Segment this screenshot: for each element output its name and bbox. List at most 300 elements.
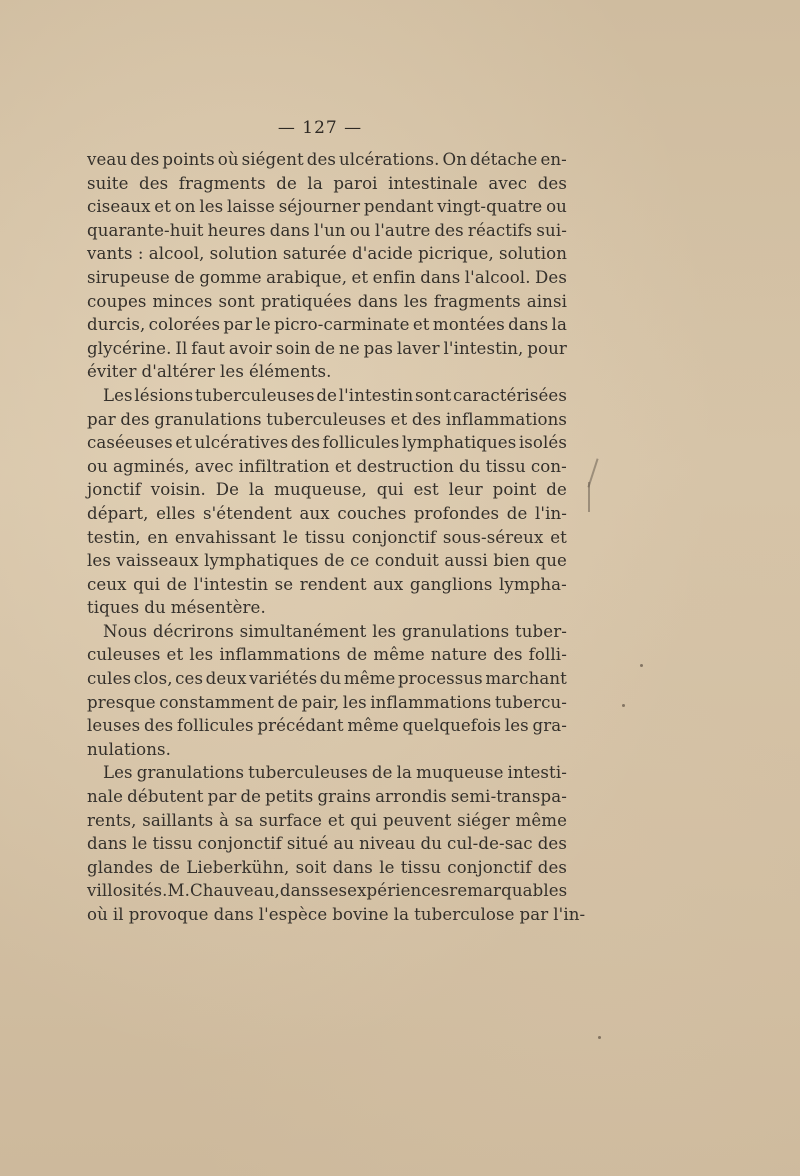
word: inflammations (219, 645, 341, 665)
word: d'acide (352, 244, 413, 264)
word: Chauveau, (189, 881, 280, 901)
text-line (87, 761, 567, 785)
word: pas (363, 338, 393, 358)
word: variétés (249, 669, 318, 689)
word: minces (152, 291, 213, 311)
word: avec (488, 173, 528, 193)
word: tuberculose (414, 905, 515, 924)
word: ainsi (526, 291, 567, 311)
word: de (276, 173, 297, 193)
word: où (217, 150, 239, 169)
word: Lieberkühn, (186, 857, 290, 877)
word: conjonctif (197, 834, 282, 854)
word: les (220, 362, 244, 382)
word: réactifs (467, 220, 533, 240)
text-line (87, 714, 567, 738)
word: l'in- (535, 503, 567, 523)
word: pour (527, 338, 567, 358)
word: la (551, 315, 567, 335)
word: et (550, 527, 567, 547)
text-line (87, 195, 567, 219)
word: de (346, 645, 368, 665)
word: remarquables (449, 881, 568, 901)
word: Des (535, 267, 567, 287)
text-line (87, 620, 567, 644)
word: points (162, 150, 215, 169)
word: intesti- (507, 763, 567, 783)
word: dans (213, 905, 254, 924)
word: culeuses (87, 645, 161, 665)
word: pair, (301, 692, 340, 712)
word: des (537, 173, 567, 193)
text-line (87, 148, 567, 172)
word: de (316, 385, 337, 405)
word: couches (337, 503, 407, 523)
word: faut (191, 338, 226, 358)
word: profondes (413, 503, 500, 523)
text-line (87, 738, 567, 762)
word: glandes (87, 857, 154, 877)
word: ulcératives (194, 433, 289, 453)
word: tissu (304, 527, 346, 547)
word: point (492, 480, 537, 500)
word: vingt-quatre (437, 197, 543, 217)
word: tuberculeuses (248, 763, 368, 783)
word: ciseaux (87, 197, 151, 217)
word: la (393, 905, 410, 924)
word: veau (87, 150, 128, 169)
word: du (144, 598, 166, 618)
word: nulations. (87, 739, 172, 759)
word: même (347, 716, 399, 736)
word: nale (87, 787, 124, 807)
word: sui- (536, 220, 567, 240)
word: et (175, 433, 193, 453)
text-line (87, 337, 567, 361)
text-line (87, 384, 567, 408)
word: vants (87, 244, 133, 264)
word: où (87, 905, 108, 924)
text-line (87, 573, 567, 597)
word: des (537, 857, 567, 877)
word: éviter (87, 362, 137, 382)
word: du (420, 834, 443, 854)
word: dans (357, 291, 398, 311)
word: sa (234, 810, 254, 830)
word: de (166, 574, 188, 594)
word: se (274, 574, 294, 594)
word: On (442, 150, 467, 169)
word: inflammations (370, 692, 492, 712)
word: montées (432, 315, 505, 335)
word: semi-transpa- (450, 787, 567, 807)
word: laver (396, 338, 440, 358)
word: solution (209, 244, 278, 264)
word: départ, (87, 503, 149, 523)
word: gra- (532, 716, 567, 736)
word: surface (259, 810, 323, 830)
word: suite (87, 173, 129, 193)
word: ce (350, 551, 370, 571)
word: des (130, 150, 160, 169)
word: leuses (87, 716, 141, 736)
word: avec (194, 456, 234, 476)
word: que (535, 551, 567, 571)
word: mésentère. (170, 598, 266, 618)
word: il (112, 905, 124, 924)
word: l'un (314, 220, 346, 240)
word: folli- (528, 645, 567, 665)
text-line (87, 408, 567, 432)
word: débutent (127, 787, 204, 807)
word: des (537, 834, 567, 854)
word: picrique, (418, 244, 494, 264)
word: muqueuse (416, 763, 504, 783)
word: granulations (136, 763, 245, 783)
word: s'étendent (203, 503, 292, 523)
word: de (324, 551, 345, 571)
word: détache (469, 150, 538, 169)
word: qui (350, 810, 378, 830)
word: Les (103, 385, 133, 405)
word: par (207, 787, 237, 807)
word: laisse (227, 197, 275, 217)
word: le (255, 315, 271, 335)
word: fragments (178, 173, 266, 193)
word: lésions (134, 385, 194, 405)
word: testin, (87, 527, 141, 547)
word: du (459, 456, 481, 476)
word: ou (87, 456, 108, 476)
word: de (371, 763, 393, 783)
text-line (87, 643, 567, 667)
word: la (396, 763, 413, 783)
word: quelquefois (402, 716, 502, 736)
word: deux (205, 669, 247, 689)
word: des (434, 220, 464, 240)
word: qui (133, 574, 160, 594)
word: coupes (87, 291, 147, 311)
word: cul-de-sac (447, 834, 533, 854)
word: aussi (444, 551, 488, 571)
word: ulcérations. (338, 150, 440, 169)
word: ces (175, 669, 204, 689)
word: follicules (176, 716, 254, 736)
word: simultanément (239, 621, 367, 641)
word: la (248, 480, 265, 500)
word: envahissant (174, 527, 277, 547)
word: glycérine. (87, 338, 172, 358)
word: soin (275, 338, 311, 358)
word: enfin (372, 267, 416, 287)
word: tiques (87, 598, 140, 618)
page-number: — 127 — (277, 118, 363, 138)
word: en (147, 527, 169, 547)
text-line (87, 596, 567, 620)
word: ou (546, 197, 567, 217)
word: follicules (322, 433, 400, 453)
word: sous-séreux (442, 527, 544, 547)
word: au (333, 834, 355, 854)
word: situé (286, 834, 329, 854)
word: tuberculeuses (266, 409, 386, 429)
text-line (87, 879, 567, 903)
word: d'altérer (141, 362, 215, 382)
word: siéger (457, 810, 510, 830)
word: les (372, 621, 397, 641)
word: inflammations (445, 409, 567, 429)
word: et (351, 267, 369, 287)
word: rents, (87, 810, 137, 830)
word: clos, (133, 669, 173, 689)
text-line (87, 219, 567, 243)
word: des (143, 716, 174, 736)
word: voisin. (150, 480, 206, 500)
word: l'intestin (338, 385, 414, 405)
word: et (334, 456, 352, 476)
word: siégent (241, 150, 304, 169)
text-line (87, 242, 567, 266)
word: tissu (485, 456, 526, 476)
word: et (166, 645, 184, 665)
word: M. (167, 881, 190, 901)
text-line (87, 455, 567, 479)
text-line (87, 549, 567, 573)
word: à (219, 810, 229, 830)
word: leur (448, 480, 483, 500)
word: de (314, 338, 336, 358)
word: fragments (433, 291, 521, 311)
word: les (199, 197, 224, 217)
word: dans (420, 267, 461, 287)
word: l'intestin, (443, 338, 524, 358)
word: tuber- (515, 621, 567, 641)
word: peuvent (382, 810, 452, 830)
text-line (87, 290, 567, 314)
word: décrirons (152, 621, 234, 641)
word: caractérisées (452, 385, 567, 405)
word: avoir (228, 338, 272, 358)
word: rendent (299, 574, 367, 594)
text-line (87, 785, 567, 809)
word: sirupeuse (87, 267, 170, 287)
word: arabique, (266, 267, 348, 287)
word: même (343, 669, 396, 689)
word: et (412, 315, 430, 335)
word: des (411, 409, 442, 429)
word: conduit (374, 551, 439, 571)
word: dans (508, 315, 549, 335)
word: bovine (332, 905, 389, 924)
text-line (87, 431, 567, 455)
text-line (87, 313, 567, 337)
word: vaisseaux (116, 551, 199, 571)
word: expériences (347, 881, 450, 901)
text-line (87, 667, 567, 691)
word: tuberculeuses (194, 385, 315, 405)
word: par (87, 409, 116, 429)
word: Nous (103, 621, 148, 641)
word: granulations (401, 621, 510, 641)
word: granulations (154, 409, 262, 429)
word: con- (530, 456, 567, 476)
text-line (87, 266, 567, 290)
body-text (87, 148, 586, 927)
paper-speck (640, 664, 643, 667)
word: De (215, 480, 240, 500)
word: même (373, 645, 425, 665)
word: ganglions (409, 574, 493, 594)
text-line (87, 903, 586, 927)
word: conjonctif (447, 857, 532, 877)
word: l'alcool. (464, 267, 531, 287)
word: dans (332, 857, 373, 877)
text-line (87, 526, 567, 550)
text-line (87, 478, 567, 502)
word: aux (373, 574, 404, 594)
word: dans (269, 220, 310, 240)
word: jonctif (87, 480, 141, 500)
word: par (223, 315, 253, 335)
word: quarante-huit (87, 220, 204, 240)
word: grains (317, 787, 371, 807)
word: villosités. (87, 881, 168, 901)
word: provoque (128, 905, 209, 924)
word: alcool, (148, 244, 205, 264)
word: les (87, 551, 111, 571)
word: des (139, 173, 169, 193)
word: la (307, 173, 323, 193)
word: aux (299, 503, 330, 523)
word: même (515, 810, 567, 830)
word: ne (339, 338, 360, 358)
text-line (87, 360, 567, 384)
word: destruction (356, 456, 454, 476)
word: qui (376, 480, 404, 500)
word: le (282, 527, 299, 547)
word: niveau (359, 834, 416, 854)
word: dans (87, 834, 128, 854)
word: muqueuse, (274, 480, 367, 500)
word: et (327, 810, 345, 830)
word: de (546, 480, 567, 500)
word: lymphatiques (401, 433, 517, 453)
word: elles (156, 503, 196, 523)
word: de (277, 692, 299, 712)
word: sont (414, 385, 452, 405)
word: par (519, 905, 549, 924)
word: picro-carminate (274, 315, 410, 335)
word: ou (349, 220, 371, 240)
word: solution (499, 244, 567, 264)
word: des (493, 645, 523, 665)
word: saillants (142, 810, 214, 830)
word: infiltration (238, 456, 330, 476)
word: du (319, 669, 342, 689)
word: ses (320, 881, 348, 901)
text-line (87, 502, 567, 526)
word: marchant (485, 669, 567, 689)
word: isolés (518, 433, 567, 453)
word: Il (175, 338, 188, 358)
text-line (87, 832, 567, 856)
word: lymphatiques (204, 551, 319, 571)
word: précédant (257, 716, 344, 736)
paper-speck (598, 1036, 601, 1039)
word: dans (279, 881, 321, 901)
word: tubercu- (494, 692, 567, 712)
word: les (342, 692, 367, 712)
word: intestinale (388, 173, 478, 193)
word: constamment (159, 692, 274, 712)
word: conjonctif (351, 527, 437, 547)
word: les (403, 291, 428, 311)
word: des (290, 433, 321, 453)
word: et (390, 409, 408, 429)
word: arrondis (375, 787, 447, 807)
word: saturée (282, 244, 347, 264)
word: caséeuses (87, 433, 173, 453)
word: les (504, 716, 529, 736)
word: l'in- (553, 905, 586, 924)
word: Les (103, 763, 133, 783)
word: de (240, 787, 262, 807)
word: est (413, 480, 439, 500)
word: sont (218, 291, 255, 311)
word: éléments. (248, 362, 332, 382)
word: paroi (333, 173, 378, 193)
word: les (189, 645, 214, 665)
word: pratiquées (260, 291, 352, 311)
word: lympha- (498, 574, 567, 594)
word: soit (295, 857, 327, 877)
word: processus (397, 669, 483, 689)
word: : (137, 244, 144, 264)
paper-speck (622, 704, 625, 707)
word: pendant (363, 197, 434, 217)
word: tissu (400, 857, 441, 877)
word: le (379, 857, 395, 877)
word: et (154, 197, 171, 217)
word: en- (540, 150, 567, 169)
word: presque (87, 692, 156, 712)
word: de (159, 857, 181, 877)
word: l'intestin (193, 574, 269, 594)
word: colorées (148, 315, 221, 335)
word: le (132, 834, 148, 854)
text-line (87, 691, 567, 715)
word: petits (265, 787, 314, 807)
word: ceux (87, 574, 127, 594)
word: des (306, 150, 336, 169)
word: bien (493, 551, 531, 571)
word: on (174, 197, 196, 217)
word: heures (207, 220, 266, 240)
word: nature (430, 645, 488, 665)
word: gomme (199, 267, 262, 287)
text-line (87, 856, 567, 880)
margin-pencil-mark (588, 482, 590, 512)
word: durcis, (87, 315, 146, 335)
word: de (174, 267, 195, 287)
word: de (506, 503, 528, 523)
word: l'autre (374, 220, 431, 240)
text-line (87, 172, 567, 196)
word: des (120, 409, 150, 429)
word: agminés, (112, 456, 190, 476)
word: séjourner (278, 197, 361, 217)
word: cules (87, 669, 132, 689)
